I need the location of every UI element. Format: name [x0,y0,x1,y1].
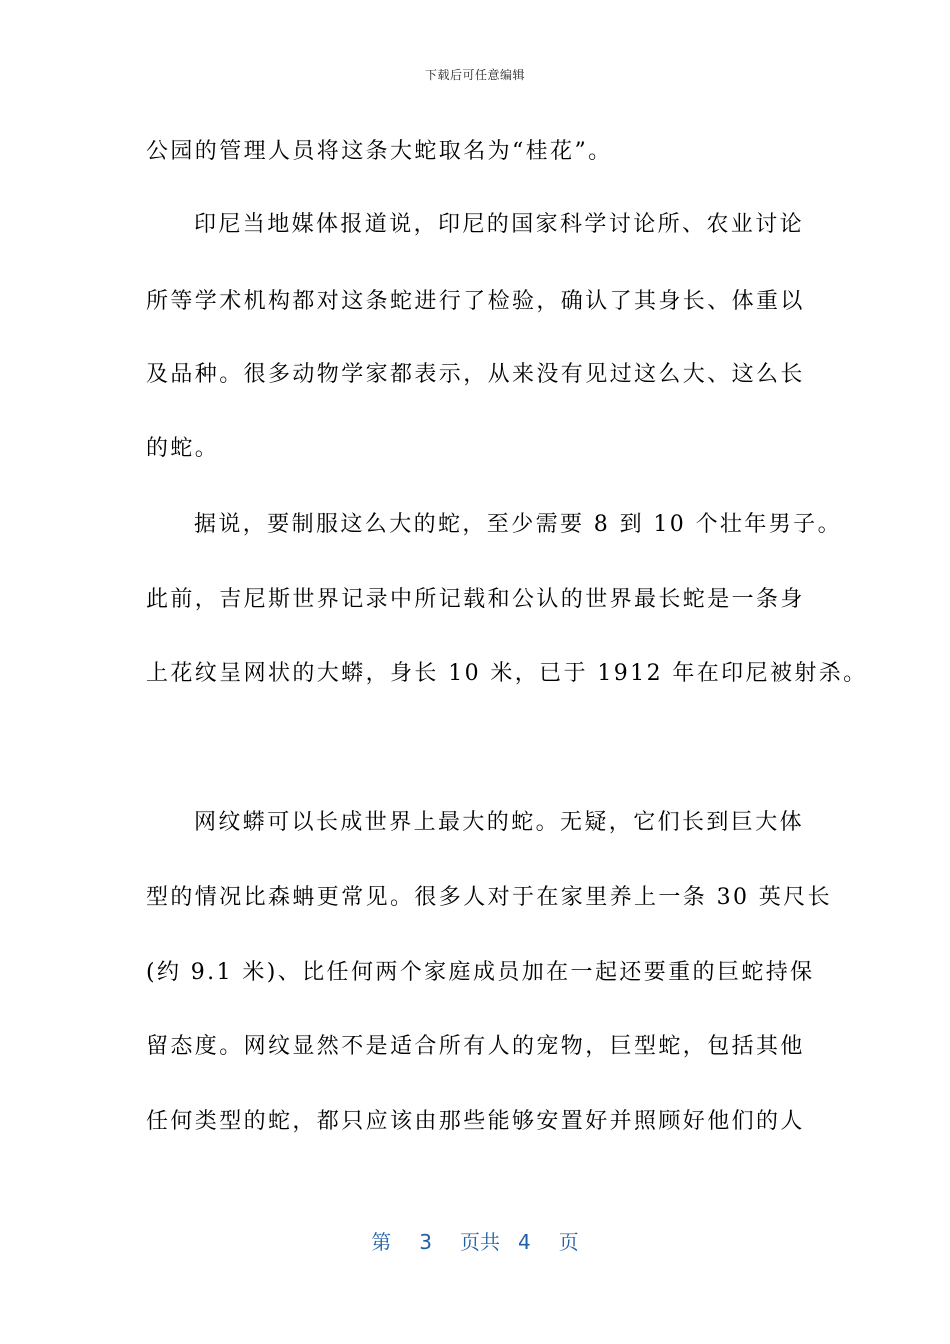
text-line: 及品种。很多动物学家都表示，从来没有见过这么大、这么长 [146,362,805,387]
text-line: 此前，吉尼斯世界记录中所记载和公认的世界最长蛇是一条身 [146,587,805,612]
text-line: (约 9.1 米)、比任何两个家庭成员加在一起还要重的巨蛇持保 [146,960,815,985]
text-line: 公园的管理人员将这条大蛇取名为“桂花”。 [146,139,613,164]
text-line: 的蛇。 [146,436,220,461]
paragraph-start-line: 印尼当地媒体报道说，印尼的国家科学讨论所、农业讨论 [194,212,805,237]
paragraph-start-line: 网纹蟒可以长成世界上最大的蛇。无疑，它们长到巨大体 [194,810,805,835]
text-line: 留态度。网纹显然不是适合所有人的宠物，巨型蛇，包括其他 [146,1034,805,1059]
total-page-number: 4 [518,1230,531,1254]
text-line: 所等学术机构都对这条蛇进行了检验，确认了其身长、体重以 [146,289,805,314]
text-line: 上花纹呈网状的大蟒，身长 10 米，已于 1912 年在印尼被射杀。 [146,661,868,686]
paragraph-start-line: 据说，要制服这么大的蛇，至少需要 8 到 10 个壮年男子。 [194,512,842,537]
text-line: 任何类型的蛇，都只应该由那些能够安置好并照顾好他们的人 [146,1109,805,1134]
text-line: 型的情况比森蚺更常见。很多人对于在家里养上一条 30 英尺长 [146,885,832,910]
current-page-number: 3 [419,1230,432,1254]
footer-suffix: 页 [558,1230,579,1254]
footer-prefix: 第 [371,1230,392,1254]
page-number-footer [0,1226,950,1255]
footer-middle: 页共 [460,1230,500,1254]
header-note: 下载后可任意编辑 [424,68,525,82]
